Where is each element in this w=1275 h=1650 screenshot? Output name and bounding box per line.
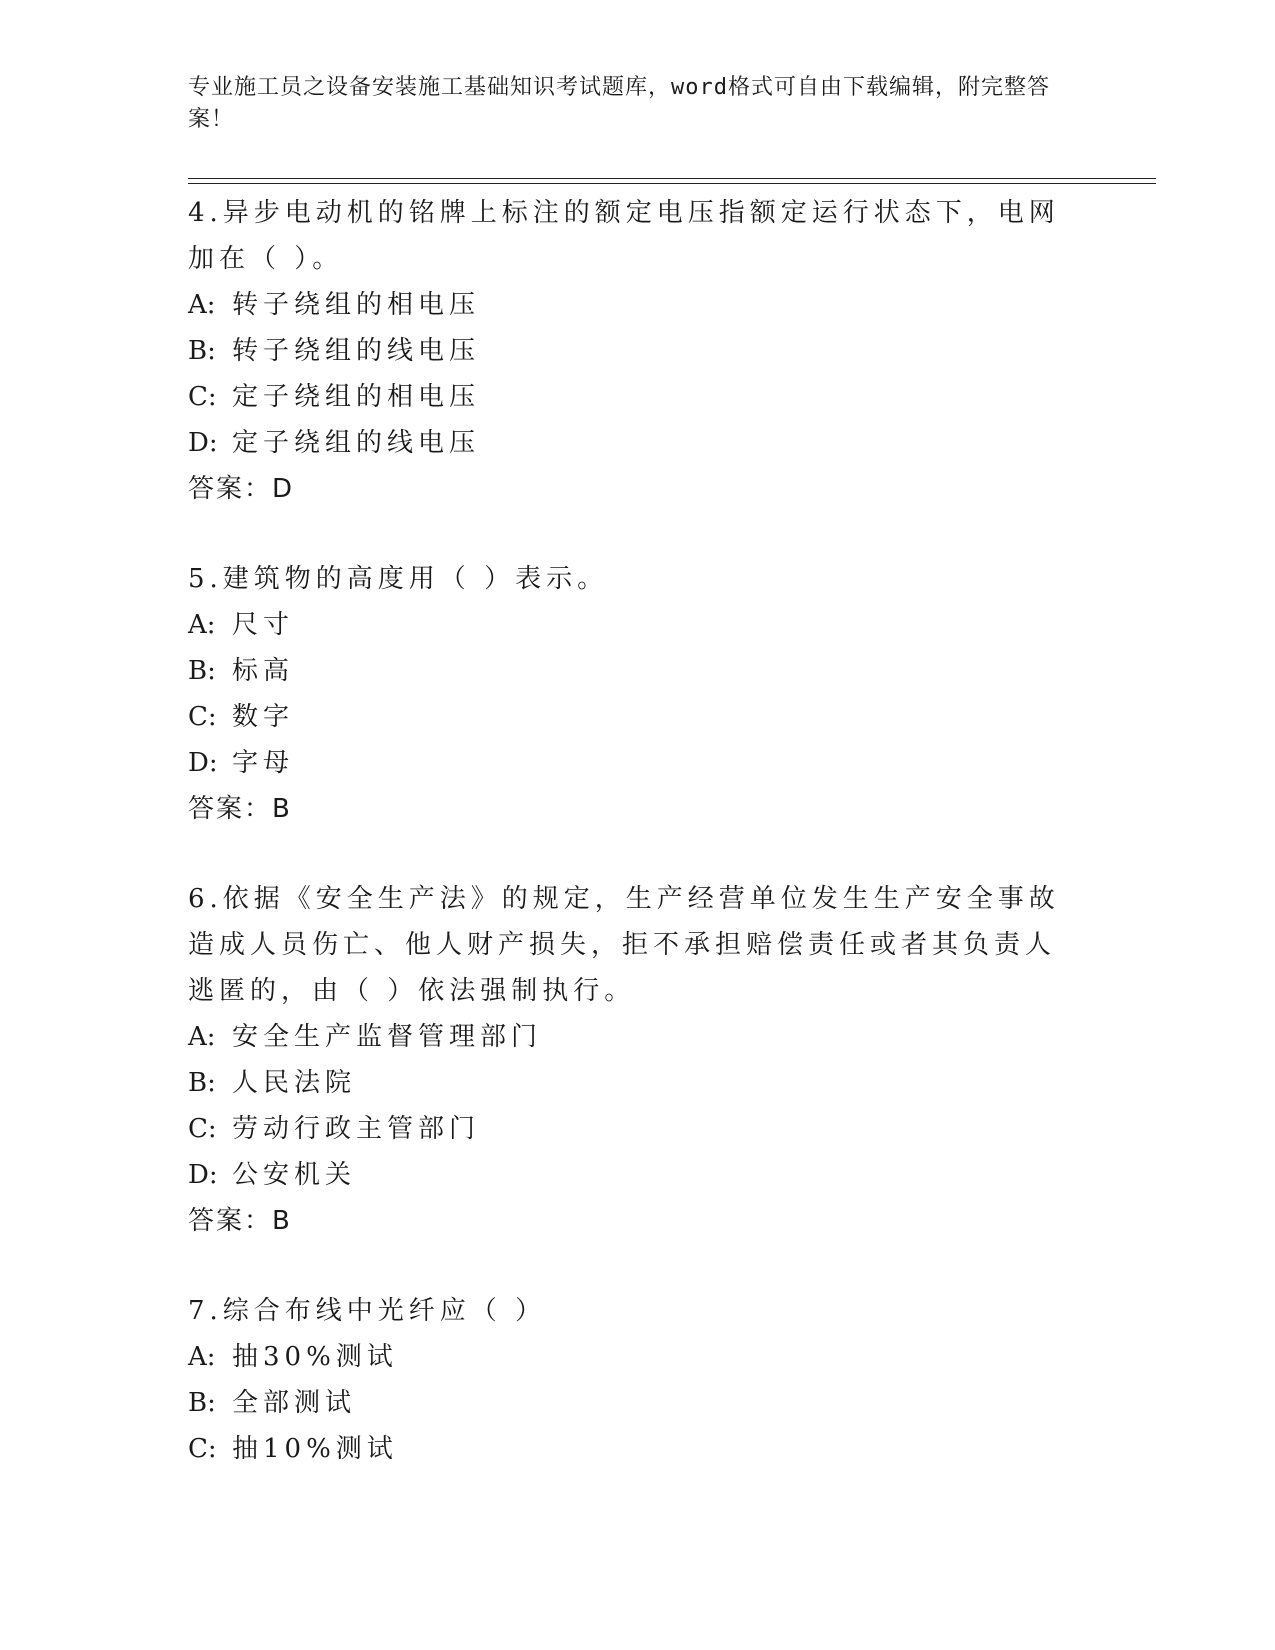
option-letter: C:: [188, 382, 217, 412]
option-text: 人民法院: [232, 1068, 357, 1098]
question-4: [188, 190, 1068, 512]
option-b: [188, 1380, 1068, 1426]
option-b: [188, 328, 1068, 374]
option-text: 转子绕组的相电压: [232, 290, 481, 320]
answer-line: 答案：B: [188, 794, 292, 824]
option-text: 全部测试: [232, 1388, 357, 1418]
document-header: 专业施工员之设备安装施工基础知识考试题库，word格式可自由下载编辑，附完整答案！: [188, 75, 1050, 132]
option-text: 抽10%测试: [232, 1434, 398, 1464]
option-letter: D:: [188, 748, 218, 778]
option-text: 转子绕组的线电压: [232, 336, 481, 366]
question-stem: 6.依据《安全生产法》的规定，生产经营单位发生生产安全事故造成人员伤亡、他人财产损失，拒不承担赔偿责任或者其负责人逃匿的，由（ ）依法强制执行。: [188, 884, 1060, 1006]
option-c: [188, 1426, 1068, 1472]
option-text: 安全生产监督管理部门: [232, 1022, 543, 1052]
question-stem: 7.综合布线中光纤应（ ）: [188, 1296, 547, 1326]
answer-line: 答案：D: [188, 474, 295, 504]
option-letter: B:: [188, 1068, 216, 1098]
option-text: 尺寸: [232, 610, 295, 640]
option-a: [188, 282, 1068, 328]
option-b: [188, 1060, 1068, 1106]
question-stem: 5.建筑物的高度用（ ）表示。: [188, 564, 609, 594]
option-a: [188, 1334, 1068, 1380]
option-letter: C:: [188, 1434, 217, 1464]
option-text: 定子绕组的相电压: [232, 382, 481, 412]
option-c: [188, 374, 1068, 420]
question-stem: 4.异步电动机的铭牌上标注的额定电压指额定运行状态下，电网加在（ ）。: [188, 198, 1060, 274]
option-text: 字母: [232, 748, 295, 778]
option-letter: A:: [188, 1342, 216, 1372]
option-letter: B:: [188, 656, 216, 686]
option-letter: C:: [188, 702, 217, 732]
question-7: [188, 1288, 1068, 1472]
option-text: 标高: [232, 656, 295, 686]
option-a: [188, 602, 1068, 648]
option-letter: B:: [188, 1388, 216, 1418]
option-letter: A:: [188, 290, 216, 320]
option-d: [188, 740, 1068, 786]
option-text: 抽30%测试: [232, 1342, 398, 1372]
question-6: [188, 876, 1068, 1244]
header-divider-bottom: [188, 183, 1156, 184]
option-letter: D:: [188, 1160, 218, 1190]
question-list: [188, 190, 1068, 1516]
option-letter: A:: [188, 1022, 216, 1052]
option-b: [188, 648, 1068, 694]
header-divider-top: [188, 178, 1156, 179]
option-letter: D:: [188, 428, 218, 458]
answer-line: 答案：B: [188, 1206, 292, 1236]
option-c: [188, 1106, 1068, 1152]
option-letter: B:: [188, 336, 216, 366]
option-text: 劳动行政主管部门: [232, 1114, 481, 1144]
option-text: 定子绕组的线电压: [232, 428, 481, 458]
option-d: [188, 420, 1068, 466]
option-a: [188, 1014, 1068, 1060]
option-letter: C:: [188, 1114, 217, 1144]
option-c: [188, 694, 1068, 740]
option-letter: A:: [188, 610, 216, 640]
option-text: 公安机关: [232, 1160, 357, 1190]
option-d: [188, 1152, 1068, 1198]
question-5: [188, 556, 1068, 832]
option-text: 数字: [232, 702, 295, 732]
